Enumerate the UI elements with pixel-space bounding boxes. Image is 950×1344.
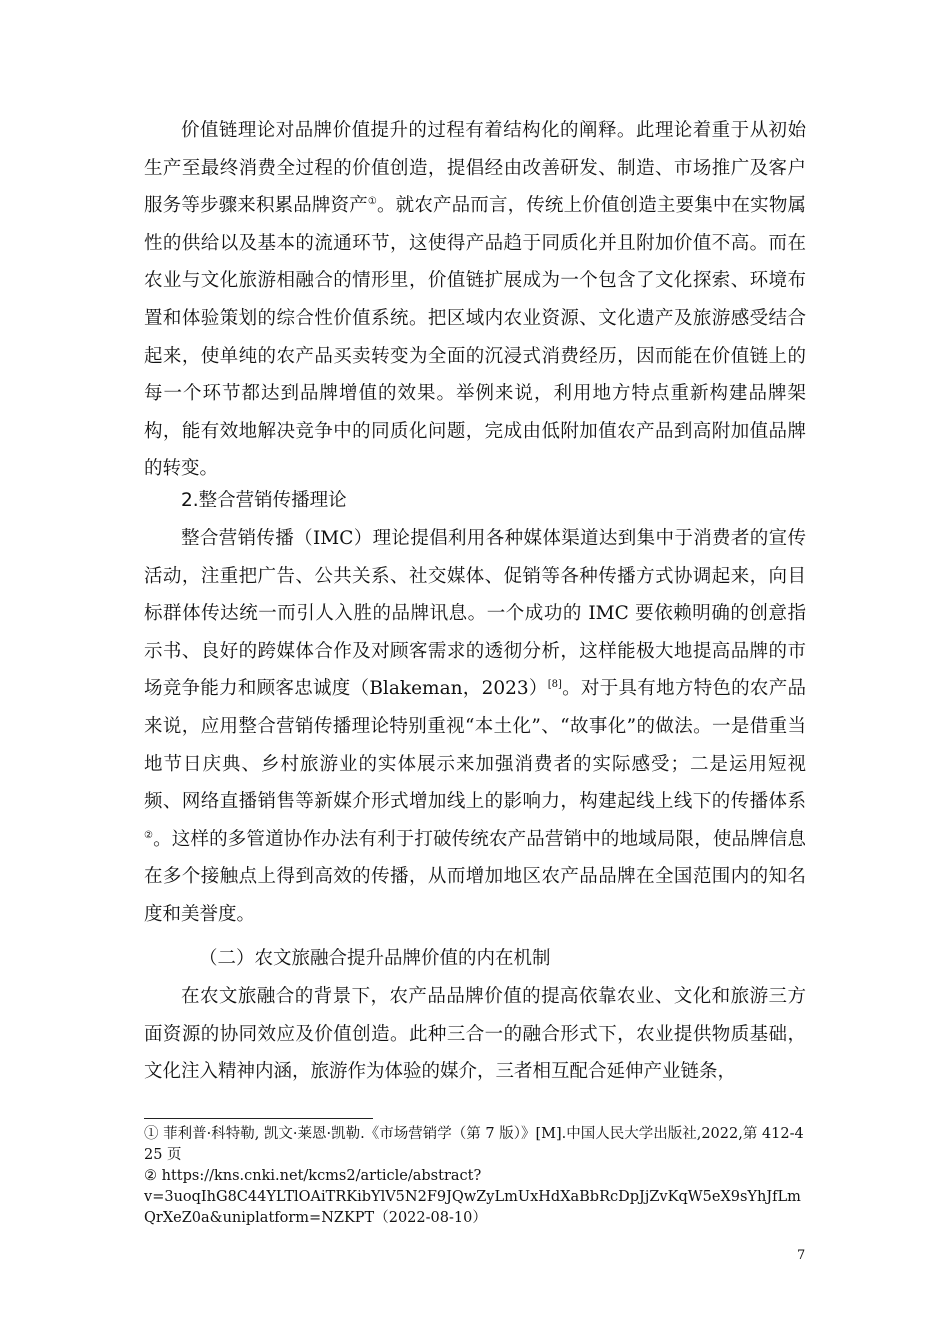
paragraph-text: 。这样的多管道协作办法有利于打破传统农产品营销中的地域局限，使品牌信息在多个接触点上得到高效的传播，从而增加地区农产品品牌在全国范围内的知名度和美誉度。: [144, 828, 806, 925]
footnote-ref-2[interactable]: ②: [144, 829, 154, 841]
footnote-2-line-2[interactable]: v=3uoqIhG8C44YLTlOAiTRKibYlV5N2F9JQwZyLmUxHdXaBbRcDpJjZvKqW5eX9sYhJfLmQrXeZ0a&uniplatform=NZKPT（2022-08-10）: [144, 1189, 801, 1226]
footnote-1: ① 菲利普·科特勒, 凯文·莱恩·凯勒.《市场营销学（第 7 版）》[M].中国人民大学出版社,2022,第 412-425 页: [144, 1126, 804, 1163]
page-number: 7: [797, 1248, 806, 1263]
paragraph-text: 价值链理论对品牌价值提升的过程有着结构化的阐释。此理论着重于从初始生产至最终消费全过程的价值创造，提倡经由改善研发、制造、市场推广及客户服务等步骤来积累品牌资产: [144, 120, 806, 217]
section-heading-imc: 2.整合营销传播理论: [181, 490, 347, 511]
paragraph-value-chain: [144, 112, 806, 488]
footnote-2-line-1[interactable]: ② https://kns.cnki.net/kcms2/article/abstract?: [144, 1168, 482, 1184]
paragraph-text: 整合营销传播（IMC）理论提倡利用各种媒体渠道达到集中于消费者的宣传活动，注重把广告、公共关系、社交媒体、促销等各种传播方式协调起来，向目标群体传达统一而引人入胜的品牌讯息。一个成功的 IMC 要依赖明确的创意指示书、良好的跨媒体合作及对顾客需求的透彻分析，这样能极大地提高品牌的市场竞争能力和顾客忠诚度（Blakeman，2023）: [144, 528, 806, 700]
footnote-separator: [144, 1118, 373, 1119]
section-heading-mechanism: （二）农文旅融合提升品牌价值的内在机制: [199, 948, 551, 969]
paragraph-imc: [144, 520, 806, 934]
paragraph-text: 。就农产品而言，传统上价值创造主要集中在实物属性的供给以及基本的流通环节，这使得产品趋于同质化并且附加价值不高。而在农业与文化旅游相融合的情形里，价值链扩展成为一个包含了文化探索、环境布置和体验策划的综合性价值系统。把区域内农业资源、文化遗产及旅游感受结合起来，使单纯的农产品买卖转变为全面的沉浸式消费经历，因而能在价值链上的每一个环节都达到品牌增值的效果。举例来说，利用地方特点重新构建品牌架构，能有效地解决竞争中的同质化问题，完成由低附加值农产品到高附加值品牌的转变。: [144, 195, 806, 480]
citation-ref-8[interactable]: [8]: [547, 679, 562, 691]
paragraph-mechanism: 在农文旅融合的背景下，农产品品牌价值的提高依靠农业、文化和旅游三方面资源的协同效应及价值创造。此种三合一的融合形式下，农业提供物质基础，文化注入精神内涵，旅游作为体验的媒介，三者相互配合延伸产业链条，: [144, 986, 806, 1083]
paragraph-text: 。对于具有地方特色的农产品来说，应用整合营销传播理论特别重视“本土化”、“故事化”的做法。一是借重当地节日庆典、乡村旅游业的实体展示来加强消费者的实际感受；二是运用短视频、网络直播销售等新媒介形式增加线上的影响力，构建起线上线下的传播体系: [144, 678, 806, 813]
footnotes: [144, 1124, 806, 1229]
footnote-ref-1[interactable]: ①: [367, 196, 378, 208]
